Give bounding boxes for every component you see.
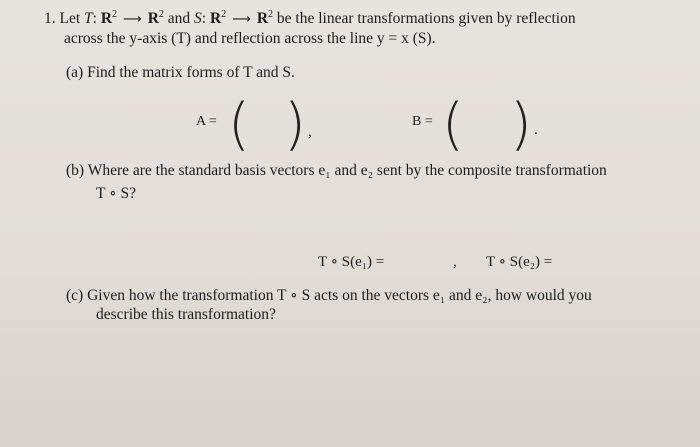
symbol-R2-domain: R — [100, 10, 113, 28]
symbol-S: S — [194, 10, 202, 28]
part-b-question-line-2: T ∘ S? — [96, 185, 137, 202]
part-a-question — [66, 64, 295, 82]
left-paren-icon: ( — [442, 92, 464, 157]
matrix-A-blank — [196, 94, 326, 156]
symbol-R2-codomain: R — [147, 10, 159, 28]
arrow-icon: ⟶ — [232, 12, 251, 28]
part-b-text: Where are the standard basis vectors e₁ and e₂ sent by the composite transformation — [87, 162, 607, 179]
part-b-label: (b) — [66, 162, 85, 179]
part-a-label: (a) — [66, 64, 84, 81]
composition-e1: T ∘ S(e₁) = — [318, 254, 385, 270]
problem-1-line-1: 1. Let T: $R^2$ ⟶ $R^2$ and S: $R^2$ ⟶ $R^2$ be the linear transformations given by reflection — [44, 9, 576, 28]
composition-separator: , — [453, 254, 457, 270]
intro-and: and — [167, 10, 191, 28]
right-paren-icon: ) — [510, 92, 532, 157]
part-c-label: (c) — [66, 287, 84, 304]
part-c-question-line-1 — [66, 286, 592, 305]
matrix-B-period: . — [534, 122, 538, 138]
intro-lead: Let — [59, 10, 81, 28]
symbol-T: T — [84, 10, 93, 28]
problem-1-line-2: across the y-axis (T) and reflection across the line y = x (S). — [64, 30, 436, 47]
symbol-R2-codomain-s: R — [256, 10, 269, 28]
part-b-question-line-1 — [66, 162, 607, 180]
intro-tail: be the linear transformations given by reflection — [276, 10, 576, 28]
part-a-text: Find the matrix forms of T and S. — [87, 64, 295, 81]
part-c-question-line-2: describe this transformation? — [96, 306, 276, 323]
matrix-A-label: A = — [196, 114, 217, 129]
left-paren-icon: ( — [228, 92, 250, 157]
symbol-R2-domain-s: R — [209, 10, 222, 28]
matrix-B-blank — [412, 94, 552, 156]
matrix-A-comma: , — [308, 124, 312, 140]
composition-e2: T ∘ S(e₂) = — [486, 254, 553, 270]
problem-number: 1. — [44, 10, 56, 28]
part-c-text: Given how the transformation T ∘ S acts on the vectors e₁ and e₂, how would you — [87, 287, 592, 304]
matrix-B-label: B = — [412, 114, 433, 129]
right-paren-icon: ) — [284, 92, 306, 157]
arrow-icon: ⟶ — [123, 12, 142, 28]
